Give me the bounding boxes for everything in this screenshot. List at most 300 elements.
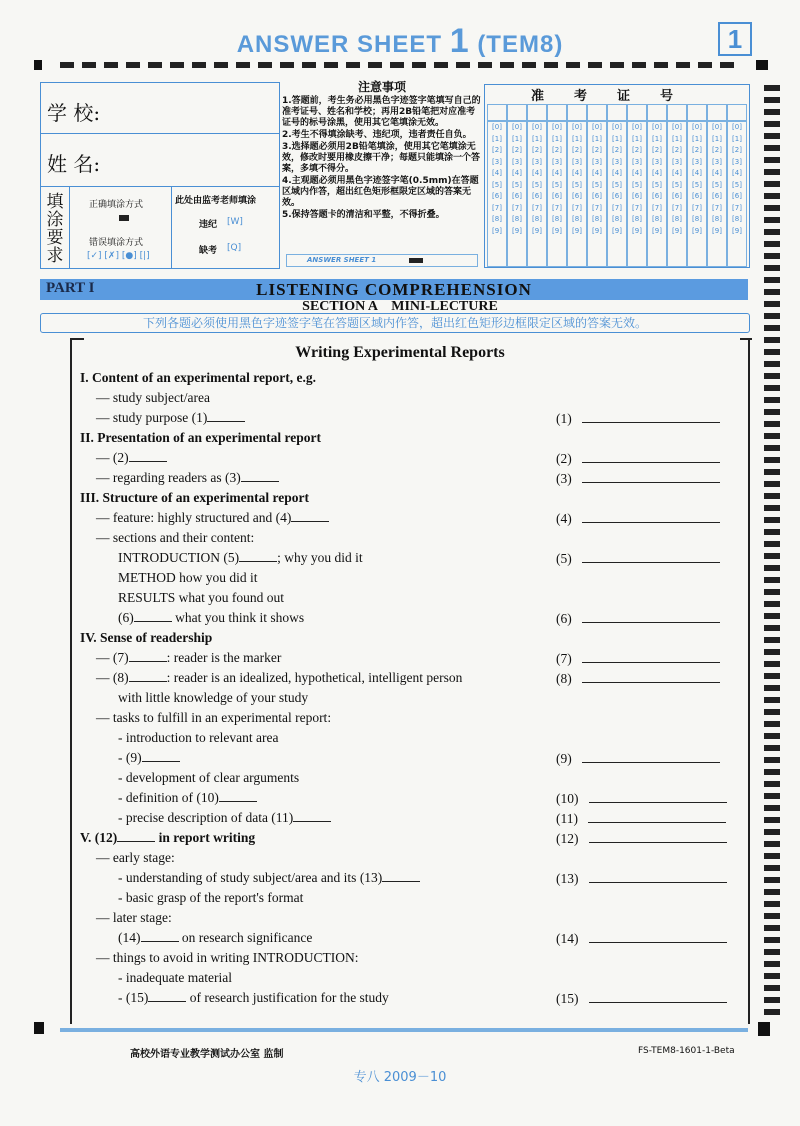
outline-text: — tasks to fulfill in an experimental report: — [96, 710, 332, 725]
exam-id-column — [667, 121, 687, 267]
exam-id-bubble[interactable]: [4] — [512, 169, 522, 177]
exam-id-bubble[interactable]: [1] — [592, 134, 602, 143]
exam-id-bubble[interactable]: [3] — [712, 157, 722, 166]
exam-id-write-cell[interactable] — [627, 104, 647, 121]
outline-line — [96, 850, 175, 866]
instruction-item: 4.主观题必须用黑色字迹签字笔(0.5mm)在答题区域内作答，超出红色矩形框限定区域的答案无效。 — [282, 176, 479, 208]
exam-id-bubble[interactable]: [5] — [552, 180, 562, 189]
name-field[interactable] — [41, 134, 279, 187]
outline-line — [96, 510, 329, 526]
exam-id-bubble[interactable]: [6] — [512, 192, 522, 200]
exam-id-bubble[interactable]: [0] — [612, 123, 622, 131]
exam-id-bubble[interactable]: [6] — [492, 192, 502, 200]
exam-id-bubble[interactable]: [4] — [672, 169, 682, 177]
exam-id-bubble[interactable]: [2] — [492, 146, 502, 154]
exam-id-bubble[interactable]: [1] — [712, 134, 722, 143]
answer-line[interactable] — [589, 930, 727, 943]
exam-id-bubble[interactable]: [1] — [612, 134, 622, 143]
exam-id-bubble[interactable]: [8] — [632, 215, 642, 223]
exam-id-write-cell[interactable] — [587, 104, 607, 121]
exam-id-bubble[interactable]: [8] — [572, 215, 582, 223]
answer-field[interactable] — [556, 750, 720, 767]
document-title: Writing Experimental Reports — [295, 344, 505, 361]
answer-line[interactable] — [582, 470, 720, 483]
answer-line[interactable] — [582, 610, 720, 623]
outline-text: - introduction to relevant area — [118, 730, 279, 745]
exam-id-bubble[interactable]: [7] — [672, 203, 682, 212]
outline-text: III. Structure of an experimental report — [80, 490, 309, 505]
inline-blank — [117, 830, 155, 842]
exam-id-column — [707, 121, 727, 267]
exam-id-bubble[interactable]: [1] — [692, 134, 702, 143]
outline-line — [118, 970, 232, 986]
exam-id-bubble[interactable]: [1] — [492, 134, 502, 143]
exam-id-column — [607, 121, 627, 267]
answer-field[interactable] — [556, 470, 720, 487]
outline-text-after: in report writing — [155, 830, 256, 845]
footer-issuer: 高校外语专业教学测试办公室 监制 — [130, 1049, 284, 1060]
instruction-item: 2.考生不得填涂缺考、违纪项，违者责任自负。 — [282, 130, 472, 140]
exam-id-bubble[interactable]: [9] — [552, 226, 562, 235]
exam-id-write-cell[interactable] — [687, 104, 707, 121]
answer-number: (6) — [556, 611, 572, 626]
answer-number: (4) — [556, 511, 572, 526]
exam-id-bubble[interactable]: [7] — [572, 203, 582, 212]
exam-id-bubble[interactable]: [1] — [512, 134, 522, 143]
outline-text: with little knowledge of your study — [118, 690, 309, 705]
exam-id-bubble[interactable]: [2] — [732, 146, 742, 154]
outline-line — [118, 750, 180, 766]
footer-bar — [60, 1028, 748, 1032]
exam-id-bubble[interactable]: [4] — [732, 169, 742, 177]
exam-id-bubble[interactable]: [4] — [692, 169, 702, 177]
exam-id-bubble[interactable]: [8] — [672, 215, 682, 223]
violation-label: 违纪 — [199, 220, 218, 230]
outline-line — [118, 990, 389, 1006]
inline-blank — [293, 810, 331, 822]
exam-id-bubble[interactable]: [6] — [732, 192, 742, 200]
answer-field[interactable] — [556, 930, 727, 947]
exam-id-bubble[interactable]: [5] — [732, 180, 742, 189]
exam-id-bubble[interactable]: [2] — [632, 146, 642, 154]
outline-text: INTRODUCTION (5) — [118, 550, 240, 565]
exam-id-bubble[interactable]: [8] — [732, 215, 742, 223]
answer-line[interactable] — [582, 650, 720, 663]
exam-id-bubble[interactable]: [0] — [632, 123, 642, 131]
exam-id-column — [547, 121, 567, 267]
outline-text: - inadequate material — [118, 970, 232, 985]
exam-id-bubble[interactable]: [5] — [672, 180, 682, 189]
footer-code: FS-TEM8-1601-1-Beta — [638, 1046, 735, 1056]
exam-id-bubble[interactable]: [8] — [512, 215, 522, 223]
title-prefix: ANSWER SHEET — [236, 31, 443, 58]
exam-id-bubble[interactable]: [2] — [512, 146, 522, 154]
exam-id-bubble[interactable]: [2] — [612, 146, 622, 154]
exam-id-bubble[interactable]: [8] — [612, 215, 622, 223]
exam-id-bubble[interactable]: [9] — [492, 226, 502, 235]
exam-id-bubble[interactable]: [9] — [712, 226, 722, 235]
fill-requirements — [41, 187, 279, 268]
answer-line[interactable] — [589, 990, 727, 1003]
outline-text-after: ; why you did it — [277, 550, 363, 565]
exam-id-bubble[interactable]: [4] — [632, 169, 642, 177]
exam-id-bubble[interactable]: [7] — [632, 203, 642, 212]
exam-id-bubble[interactable]: [2] — [692, 146, 702, 154]
sheet-tag-mark — [409, 258, 423, 263]
absent-bubble[interactable]: [Q] — [227, 243, 242, 253]
exam-id-bubble[interactable]: [7] — [512, 203, 522, 212]
exam-id-bubble[interactable]: [4] — [652, 169, 662, 177]
outline-line — [96, 710, 331, 726]
exam-id-write-cell[interactable] — [667, 104, 687, 121]
exam-id-bubble[interactable]: [7] — [612, 203, 622, 212]
exam-id-column — [567, 121, 587, 267]
exam-id-bubble[interactable]: [5] — [492, 180, 502, 189]
answer-number: (5) — [556, 551, 572, 566]
exam-id-bubble[interactable]: [4] — [532, 169, 542, 177]
answer-field[interactable] — [556, 610, 720, 627]
exam-id-column — [487, 121, 507, 267]
exam-id-bubble[interactable]: [6] — [552, 192, 562, 200]
exam-id-bubble[interactable]: [5] — [632, 180, 642, 189]
exam-id-bubble[interactable]: [8] — [712, 215, 722, 223]
exam-id-bubble[interactable]: [9] — [732, 226, 742, 235]
student-info-box — [40, 82, 280, 269]
exam-id-bubble[interactable]: [8] — [552, 215, 562, 223]
exam-id-write-cell[interactable] — [487, 104, 507, 121]
exam-id-bubble[interactable]: [6] — [632, 192, 642, 200]
answer-number: (11) — [556, 811, 578, 826]
exam-id-column — [587, 121, 607, 267]
exam-id-bubble[interactable]: [0] — [552, 123, 562, 131]
outline-text: — (7) — [96, 650, 129, 665]
sheet-title — [0, 22, 800, 61]
answer-number: (15) — [556, 991, 579, 1006]
answer-field[interactable] — [556, 670, 720, 687]
outline-line — [118, 870, 420, 886]
exam-id-bubble[interactable]: [4] — [572, 169, 582, 177]
answer-field[interactable] — [556, 790, 727, 807]
answer-field[interactable] — [556, 830, 727, 847]
exam-id-bubble[interactable]: [5] — [592, 180, 602, 189]
registration-mark — [34, 1022, 44, 1034]
exam-id-bubble[interactable]: [3] — [512, 157, 522, 166]
outline-heading — [80, 630, 212, 646]
exam-id-bubble[interactable]: [6] — [572, 192, 582, 200]
outline-text: — (8) — [96, 670, 129, 685]
outline-heading — [80, 370, 316, 386]
exam-id-bubble[interactable]: [1] — [732, 134, 742, 143]
outline-text-after: of research justification for the study — [186, 990, 389, 1005]
outline-text: METHOD how you did it — [118, 570, 258, 585]
answer-line[interactable] — [582, 670, 720, 683]
exam-id-bubble[interactable]: [7] — [692, 203, 702, 212]
inline-blank — [219, 790, 257, 802]
exam-id-bubble[interactable]: [5] — [572, 180, 582, 189]
fill-req-label: 填涂要求 — [46, 192, 64, 266]
exam-id-write-cell[interactable] — [547, 104, 567, 121]
title-suffix: (TEM8) — [477, 31, 564, 58]
outline-text-after: on research significance — [178, 930, 313, 945]
answer-line[interactable] — [582, 750, 720, 763]
exam-id-bubble[interactable]: [3] — [552, 157, 562, 166]
instruction-item: 1.答题前，考生务必用黑色字迹签字笔填写自己的准考证号、姓名和学校；再用2B铅笔把对应准考证号的标号涂黑，使用其它笔填涂无效。 — [282, 96, 481, 128]
outline-line — [118, 890, 303, 906]
outline-text: (14) — [118, 930, 141, 945]
exam-id-bubble[interactable]: [1] — [652, 134, 662, 143]
answer-field[interactable] — [556, 550, 720, 567]
exam-id-bubble[interactable]: [6] — [672, 192, 682, 200]
registration-mark — [34, 60, 42, 70]
violation-bubble[interactable]: [W] — [227, 217, 243, 227]
answer-line[interactable] — [588, 810, 726, 823]
exam-id-column — [627, 121, 647, 267]
outline-text: - understanding of study subject/area and its (13) — [118, 870, 383, 885]
title-number: 1 — [449, 22, 470, 60]
instructions-box — [282, 82, 482, 267]
outline-text: — study purpose (1) — [96, 410, 208, 425]
exam-id-write-cell[interactable] — [647, 104, 667, 121]
answer-field[interactable] — [556, 810, 726, 827]
exam-id-column — [507, 121, 527, 267]
exam-id-bubble[interactable]: [1] — [552, 134, 562, 143]
exam-id-column — [687, 121, 707, 267]
exam-id-bubble[interactable]: [4] — [492, 169, 502, 177]
exam-id-bubble[interactable]: [6] — [712, 192, 722, 200]
exam-id-bubble[interactable]: [6] — [692, 192, 702, 200]
outline-text: I. Content of an experimental report, e.g. — [80, 370, 316, 385]
exam-id-bubble[interactable]: [8] — [592, 215, 602, 223]
exam-id-bubble[interactable]: [0] — [712, 123, 722, 131]
exam-id-write-cell[interactable] — [607, 104, 627, 121]
exam-id-bubble[interactable]: [3] — [652, 157, 662, 166]
exam-id-bubble[interactable]: [0] — [732, 123, 742, 131]
outline-line — [118, 610, 304, 626]
absent-label: 缺考 — [199, 246, 218, 256]
registration-mark — [756, 60, 768, 70]
exam-id-bubble[interactable]: [8] — [652, 215, 662, 223]
outline-text: — study subject/area — [96, 390, 210, 405]
exam-id-bubble[interactable]: [0] — [672, 123, 682, 131]
inline-blank — [148, 990, 186, 1002]
exam-id-bubble[interactable]: [1] — [672, 134, 682, 143]
exam-id-bubble[interactable]: [4] — [552, 169, 562, 177]
outline-text: — things to avoid in writing INTRODUCTION: — [96, 950, 359, 965]
exam-id-bubble[interactable]: [3] — [592, 157, 602, 166]
outline-text: - (15) — [118, 990, 149, 1005]
outline-line — [96, 470, 279, 486]
exam-id-bubble[interactable]: [8] — [532, 215, 542, 223]
outline-text: V. (12) — [80, 830, 118, 845]
outline-text: — feature: highly structured and (4) — [96, 510, 292, 525]
exam-id-bubble[interactable]: [5] — [532, 180, 542, 189]
inline-blank — [207, 410, 245, 422]
exam-id-bubble[interactable]: [3] — [572, 157, 582, 166]
outline-heading — [80, 490, 309, 506]
school-label: 学 校: — [47, 101, 101, 125]
exam-id-bubble[interactable]: [4] — [612, 169, 622, 177]
exam-id-bubble[interactable]: [8] — [492, 215, 502, 223]
exam-id-bubble[interactable]: [1] — [532, 134, 542, 143]
exam-id-bubble[interactable]: [9] — [592, 226, 602, 235]
exam-id-bubble[interactable]: [9] — [612, 226, 622, 235]
exam-id-bubble[interactable]: [3] — [632, 157, 642, 166]
outline-text: (6) — [118, 610, 134, 625]
outline-line — [118, 790, 257, 806]
exam-id-bubble[interactable]: [9] — [512, 226, 522, 235]
exam-id-bubble[interactable]: [8] — [692, 215, 702, 223]
outline-line — [96, 410, 245, 426]
outline-heading — [80, 830, 255, 846]
outline-text: IV. Sense of readership — [80, 630, 213, 645]
part-bar — [40, 279, 748, 300]
answer-line[interactable] — [589, 870, 727, 883]
exam-id-bubble[interactable]: [1] — [632, 134, 642, 143]
exam-id-bubble[interactable]: [4] — [712, 169, 722, 177]
inline-blank — [239, 550, 277, 562]
exam-id-bubble[interactable]: [7] — [732, 203, 742, 212]
exam-id-bubble[interactable]: [3] — [492, 157, 502, 166]
answer-field[interactable] — [556, 650, 720, 667]
registration-mark — [758, 1022, 770, 1036]
exam-id-title: 准考证号 — [530, 89, 703, 104]
sheet-tag-text: ANSWER SHEET 1 — [307, 256, 377, 264]
exam-id-bubble[interactable]: [7] — [532, 203, 542, 212]
exam-id-bubble[interactable]: [3] — [692, 157, 702, 166]
answer-line[interactable] — [582, 450, 720, 463]
answer-line[interactable] — [582, 510, 720, 523]
exam-id-bubble[interactable]: [2] — [532, 146, 542, 154]
answer-field[interactable] — [556, 870, 727, 887]
outline-line — [118, 930, 312, 946]
answer-number: (3) — [556, 471, 572, 486]
answer-field[interactable] — [556, 410, 720, 427]
outline-text-after: : reader is the marker — [166, 650, 282, 665]
exam-id-bubble[interactable]: [9] — [692, 226, 702, 235]
exam-id-bubble[interactable]: [6] — [532, 192, 542, 200]
outline-text: - definition of (10) — [118, 790, 219, 805]
exam-id-bubble[interactable]: [2] — [712, 146, 722, 154]
exam-id-bubble[interactable]: [5] — [652, 180, 662, 189]
exam-id-bubble[interactable]: [0] — [692, 123, 702, 131]
exam-id-write-cell[interactable] — [567, 104, 587, 121]
part-title: LISTENING COMPREHENSION — [256, 280, 532, 299]
exam-id-write-cell[interactable] — [527, 104, 547, 121]
exam-id-bubble[interactable]: [0] — [592, 123, 602, 131]
answer-number: (1) — [556, 411, 572, 426]
exam-id-bubble[interactable]: [6] — [612, 192, 622, 200]
timing-marks — [764, 85, 780, 1020]
exam-id-bubble[interactable]: [3] — [672, 157, 682, 166]
answer-field[interactable] — [556, 510, 720, 527]
exam-id-bubble[interactable]: [9] — [652, 226, 662, 235]
inline-blank — [129, 650, 167, 662]
outline-text: — regarding readers as (3) — [96, 470, 241, 485]
exam-id-bubble[interactable]: [2] — [592, 146, 602, 154]
exam-id-bubble[interactable]: [7] — [652, 203, 662, 212]
exam-id-bubble[interactable]: [7] — [592, 203, 602, 212]
exam-id-bubble[interactable]: [3] — [612, 157, 622, 166]
exam-id-bubble[interactable]: [7] — [552, 203, 562, 212]
outline-line — [96, 910, 172, 926]
exam-id-bubble[interactable]: [7] — [712, 203, 722, 212]
answer-number: (14) — [556, 931, 579, 946]
outline-line — [96, 390, 210, 406]
exam-id-bubble[interactable]: [2] — [572, 146, 582, 154]
outline-text: RESULTS what you found out — [118, 590, 285, 605]
answer-line[interactable] — [589, 830, 727, 843]
inline-blank — [134, 610, 172, 622]
exam-id-bubble[interactable]: [3] — [532, 157, 542, 166]
exam-id-bubble[interactable]: [5] — [712, 180, 722, 189]
outline-line — [96, 650, 281, 666]
exam-id-bubble[interactable]: [0] — [652, 123, 662, 131]
school-field[interactable] — [41, 83, 279, 134]
exam-id-bubble[interactable]: [9] — [632, 226, 642, 235]
answer-line[interactable] — [582, 550, 720, 563]
exam-id-bubble[interactable]: [0] — [512, 123, 522, 131]
exam-id-bubble[interactable]: [0] — [492, 123, 502, 131]
exam-id-write-cell[interactable] — [707, 104, 727, 121]
correct-fill-sample — [119, 215, 129, 221]
exam-id-bubble[interactable]: [5] — [612, 180, 622, 189]
outline-text: — (2) — [96, 450, 129, 465]
outline-line — [118, 570, 258, 586]
exam-id-bubble[interactable]: [4] — [592, 169, 602, 177]
exam-id-bubble[interactable]: [2] — [672, 146, 682, 154]
exam-id-bubble[interactable]: [5] — [512, 180, 522, 189]
exam-id-bubble[interactable]: [6] — [592, 192, 602, 200]
outline-line — [118, 730, 278, 746]
exam-id-write-cell[interactable] — [507, 104, 527, 121]
answer-field[interactable] — [556, 450, 720, 467]
outline-line — [118, 550, 363, 566]
wrong-method-label: 错误填涂方式 — [89, 238, 144, 248]
inline-blank — [291, 510, 329, 522]
answer-number: (13) — [556, 871, 579, 886]
exam-id-bubble[interactable]: [2] — [552, 146, 562, 154]
outline-line — [96, 450, 167, 466]
outline-text-after: what you think it shows — [171, 610, 305, 625]
exam-id-column — [527, 121, 547, 267]
exam-id-bubble[interactable]: [3] — [732, 157, 742, 166]
correct-method-label: 正确填涂方式 — [89, 200, 144, 210]
answer-line[interactable] — [589, 790, 727, 803]
answer-area-warning: 下列各题必须使用黑色字迹签字笔在答题区域内作答，超出红色矩形边框限定区域的答案无效。 — [40, 313, 750, 333]
outline-line — [96, 670, 462, 686]
outline-text: — later stage: — [96, 910, 172, 925]
exam-id-bubble[interactable]: [5] — [692, 180, 702, 189]
exam-id-bubble[interactable]: [9] — [572, 226, 582, 235]
exam-id-bubble[interactable]: [0] — [532, 123, 542, 131]
exam-id-write-cell[interactable] — [727, 104, 747, 121]
answer-field[interactable] — [556, 990, 727, 1007]
outline-text-after: : reader is an idealized, hypothetical, intelligent person — [166, 670, 463, 685]
exam-id-bubble[interactable]: [2] — [652, 146, 662, 154]
exam-id-bubble[interactable]: [0] — [572, 123, 582, 131]
exam-id-bubble[interactable]: [6] — [652, 192, 662, 200]
exam-id-grid — [484, 84, 750, 268]
outline-text: - (9) — [118, 750, 142, 765]
exam-id-bubble[interactable]: [7] — [492, 203, 502, 212]
inline-blank — [129, 670, 167, 682]
exam-id-bubble[interactable]: [9] — [672, 226, 682, 235]
exam-id-bubble[interactable]: [9] — [532, 226, 542, 235]
sheet-tag — [286, 254, 478, 267]
instruction-item: 3.选择题必须用2B铅笔填涂，使用其它笔填涂无效，修改时要用橡皮擦干净；每题只能填涂一个答案，多填不得分。 — [282, 142, 481, 174]
answer-line[interactable] — [582, 410, 720, 423]
exam-id-bubble[interactable]: [1] — [572, 134, 582, 143]
